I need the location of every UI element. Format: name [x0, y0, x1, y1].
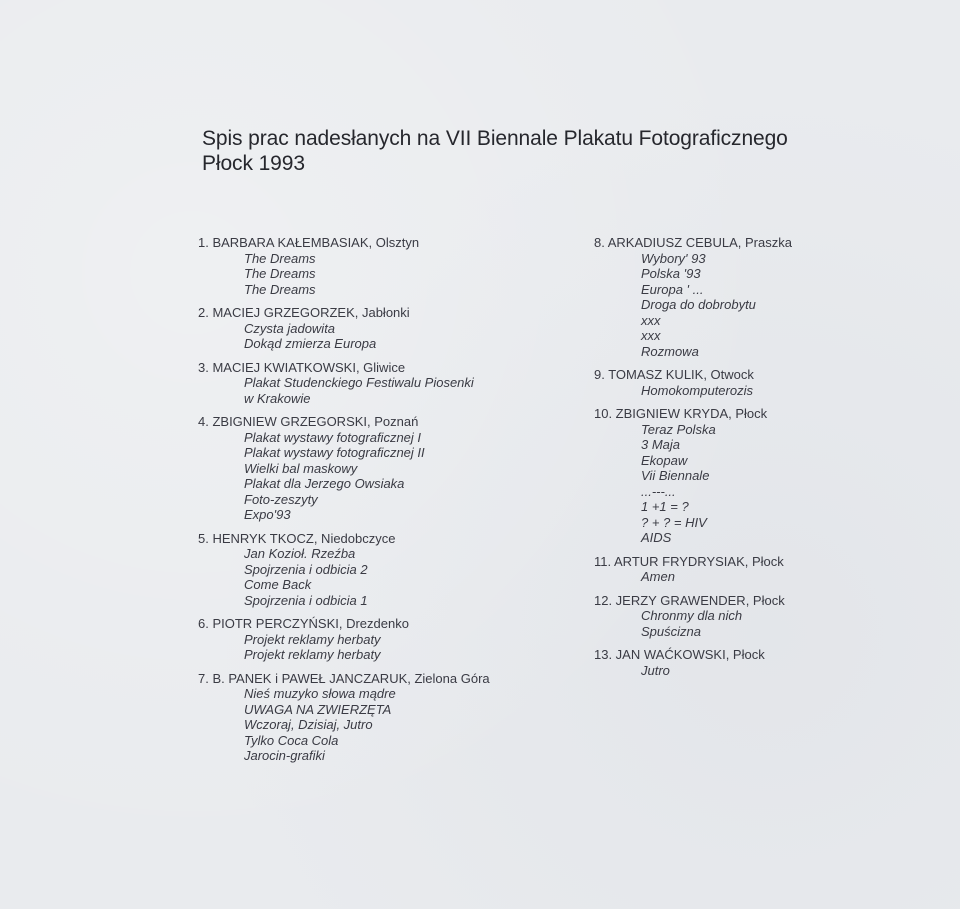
work-title: Tylko Coca Cola: [244, 732, 339, 748]
entry-author: 9. TOMASZ KULIK, Otwock: [594, 367, 754, 382]
entry: [198, 531, 528, 609]
work-title: xxx: [641, 328, 661, 343]
work-title: Chronmy dla nich: [641, 608, 743, 623]
entry-author: 11. ARTUR FRYDRYSIAK, Płock: [594, 553, 784, 569]
work-title: Europa ' ...: [641, 281, 704, 297]
work-list: [641, 608, 894, 639]
work-title: Amen: [641, 569, 675, 584]
work-list: [641, 569, 894, 585]
work-list: [641, 383, 894, 399]
work-title: Plakat dla Jerzego Owsiaka: [244, 476, 405, 491]
entry: [594, 647, 894, 678]
work-title: Wybory' 93: [641, 250, 706, 266]
work-title: Projekt reklamy herbaty: [244, 647, 381, 662]
entry-author: 1. BARBARA KAŁEMBASIAK, Olsztyn: [198, 235, 420, 250]
entry-author: 13. JAN WAĆKOWSKI, Płock: [594, 647, 765, 662]
entry: [198, 305, 528, 352]
entry: [198, 414, 528, 523]
entry-author: 6. PIOTR PERCZYŃSKI, Drezdenko: [198, 616, 409, 631]
entry: [198, 360, 528, 407]
work-title: Jarocin-grafiki: [244, 748, 325, 763]
work-title: Plakat Studenckiego Festiwalu Piosenki: [244, 375, 474, 390]
title-line-2: Płock 1993: [202, 152, 305, 175]
work-title: AIDS: [641, 530, 672, 545]
work-title: Plakat wystawy fotograficznej I: [244, 429, 422, 445]
work-title: Plakat wystawy fotograficznej II: [244, 445, 425, 460]
work-title: Jan Kozioł. Rzeźba: [244, 546, 356, 561]
work-title: Czysta jadowita: [244, 320, 336, 336]
page-title: [202, 126, 788, 176]
work-title: Come Back: [244, 577, 312, 592]
work-title: Vii Biennale: [641, 468, 710, 483]
work-title: Spojrzenia i odbicia 1: [244, 592, 368, 608]
work-title: Wczoraj, Dzisiaj, Jutro: [244, 717, 373, 732]
work-title: w Krakowie: [244, 390, 311, 406]
work-title: xxx: [641, 312, 661, 328]
work-title: Spuścizna: [641, 623, 701, 639]
work-title: ? + ? = HIV: [641, 514, 707, 530]
title-line-1: Spis prac nadesłanych na VII Biennale Plakatu Fotograficznego: [202, 127, 788, 150]
work-title: Ekopaw: [641, 452, 688, 468]
entry-author: 3. MACIEJ KWIATKOWSKI, Gliwice: [198, 359, 406, 375]
work-list: [244, 251, 528, 298]
work-title: Nieś muzyko słowa mądre: [244, 686, 396, 701]
work-title: Polska '93: [641, 266, 701, 281]
work-list: [244, 686, 528, 764]
entry: [198, 671, 528, 764]
work-title: Jutro: [641, 662, 670, 678]
work-list: [244, 321, 528, 352]
work-title: ...---...: [641, 483, 676, 499]
work-list: [641, 663, 894, 679]
work-title: Foto-zeszyty: [244, 491, 318, 507]
entry: [594, 235, 894, 359]
work-title: The Dreams: [244, 250, 316, 266]
work-title: 1 +1 = ?: [641, 499, 689, 514]
work-title: Dokąd zmierza Europa: [244, 336, 377, 351]
entry-author: 10. ZBIGNIEW KRYDA, Płock: [594, 406, 768, 421]
work-list: [244, 375, 528, 406]
work-title: The Dreams: [244, 266, 316, 281]
work-title: Homokomputerozis: [641, 382, 753, 398]
work-list: [244, 430, 528, 523]
entry: [594, 554, 894, 585]
entry: [594, 593, 894, 640]
work-title: The Dreams: [244, 281, 316, 297]
entry-author: 2. MACIEJ GRZEGORZEK, Jabłonki: [198, 305, 410, 320]
entry: [198, 616, 528, 663]
work-list: [641, 422, 894, 546]
entry: [594, 367, 894, 398]
entry: [594, 406, 894, 546]
entry: [198, 235, 528, 297]
entries-right-column: [594, 235, 894, 686]
entry-author: 5. HENRYK TKOCZ, Niedobczyce: [198, 530, 396, 546]
work-title: Spojrzenia i odbicia 2: [244, 561, 368, 577]
work-list: [244, 546, 528, 608]
entry-author: 7. B. PANEK i PAWEŁ JANCZARUK, Zielona Góra: [198, 670, 490, 686]
work-list: [244, 632, 528, 663]
entries-left-column: [198, 235, 528, 772]
work-title: UWAGA NA ZWIERZĘTA: [244, 701, 392, 717]
work-title: Droga do dobrobytu: [641, 297, 756, 312]
work-title: Teraz Polska: [641, 421, 716, 437]
work-title: Rozmowa: [641, 343, 699, 359]
work-title: Projekt reklamy herbaty: [244, 631, 381, 647]
entry-author: 4. ZBIGNIEW GRZEGORSKI, Poznań: [198, 414, 419, 429]
work-title: Wielki bal maskowy: [244, 460, 358, 476]
work-title: Expo'93: [244, 507, 291, 522]
work-title: 3 Maja: [641, 437, 681, 452]
entry-author: 8. ARKADIUSZ CEBULA, Praszka: [594, 235, 792, 250]
work-list: [641, 251, 894, 360]
entry-author: 12. JERZY GRAWENDER, Płock: [594, 592, 785, 608]
